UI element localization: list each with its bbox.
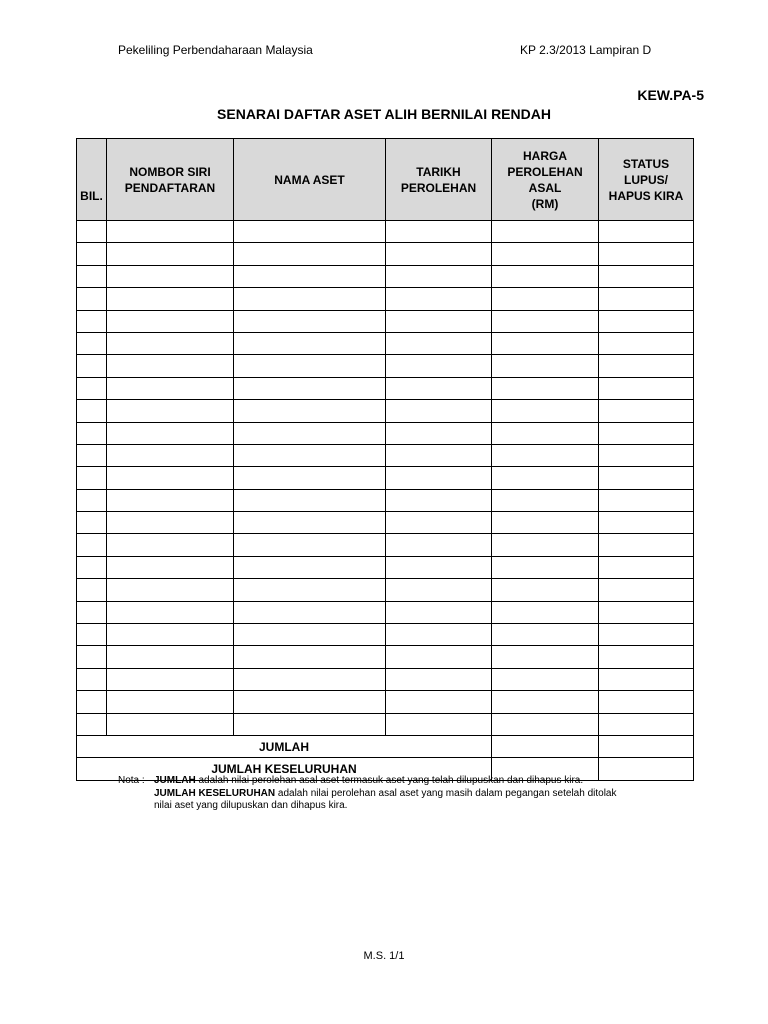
- harga-cell[interactable]: [492, 377, 599, 399]
- col-header-line: STATUS: [622, 156, 670, 171]
- nama-aset-cell[interactable]: [234, 400, 386, 422]
- nombor-siri-cell[interactable]: [107, 355, 234, 377]
- nama-aset-cell[interactable]: [234, 444, 386, 466]
- table-row: [77, 691, 694, 713]
- tarikh-cell[interactable]: [386, 310, 492, 332]
- tarikh-cell[interactable]: [386, 512, 492, 534]
- status-cell[interactable]: [599, 668, 694, 690]
- nama-aset-cell[interactable]: [234, 668, 386, 690]
- harga-cell[interactable]: [492, 512, 599, 534]
- nombor-siri-cell[interactable]: [107, 221, 234, 243]
- table-row: [77, 422, 694, 444]
- notes-label: Nota :: [118, 775, 145, 786]
- harga-cell[interactable]: [492, 332, 599, 354]
- harga-cell[interactable]: [492, 668, 599, 690]
- nombor-siri-cell[interactable]: [107, 556, 234, 578]
- nombor-siri-cell[interactable]: [107, 310, 234, 332]
- table-row: [77, 512, 694, 534]
- bil-cell[interactable]: [77, 377, 107, 399]
- table-header-row: [77, 139, 694, 221]
- tarikh-cell[interactable]: [386, 624, 492, 646]
- tarikh-cell[interactable]: [386, 489, 492, 511]
- status-cell[interactable]: [599, 512, 694, 534]
- notes-text: adalah nilai perolehan asal aset termasuk aset yang telah dilupuskan dan dihapus kira.: [195, 775, 584, 786]
- status-cell[interactable]: [599, 332, 694, 354]
- col-header-status: [599, 139, 694, 221]
- notes-line: [154, 775, 674, 788]
- jumlah-harga-cell[interactable]: [492, 735, 599, 757]
- notes-line: nilai aset yang dilupuskan dan dihapus kira.: [154, 800, 348, 811]
- notes-line: [154, 788, 674, 801]
- status-cell[interactable]: [599, 489, 694, 511]
- harga-cell[interactable]: [492, 646, 599, 668]
- status-cell[interactable]: [599, 422, 694, 444]
- table-row: [77, 221, 694, 243]
- tarikh-cell[interactable]: [386, 713, 492, 735]
- bil-cell[interactable]: [77, 579, 107, 601]
- nama-aset-cell[interactable]: [234, 221, 386, 243]
- table-row: [77, 310, 694, 332]
- harga-cell[interactable]: [492, 400, 599, 422]
- table-row: [77, 332, 694, 354]
- table-row: [77, 288, 694, 310]
- harga-cell[interactable]: [492, 713, 599, 735]
- nama-aset-cell[interactable]: [234, 601, 386, 623]
- bil-cell[interactable]: [77, 534, 107, 556]
- nama-aset-cell[interactable]: [234, 534, 386, 556]
- tarikh-cell[interactable]: [386, 534, 492, 556]
- status-cell[interactable]: [599, 534, 694, 556]
- nombor-siri-cell[interactable]: [107, 512, 234, 534]
- nombor-siri-cell[interactable]: [107, 691, 234, 713]
- nombor-siri-cell[interactable]: [107, 668, 234, 690]
- tarikh-cell[interactable]: [386, 646, 492, 668]
- col-header-harga: [492, 139, 599, 221]
- table-row: [77, 467, 694, 489]
- col-header-line: HARGA: [523, 148, 567, 163]
- harga-cell[interactable]: [492, 601, 599, 623]
- table-row: [77, 601, 694, 623]
- nombor-siri-cell[interactable]: [107, 332, 234, 354]
- harga-cell[interactable]: [492, 489, 599, 511]
- tarikh-cell[interactable]: [386, 355, 492, 377]
- table-row: [77, 243, 694, 265]
- tarikh-cell[interactable]: [386, 332, 492, 354]
- table-row: [77, 556, 694, 578]
- nama-aset-cell[interactable]: [234, 467, 386, 489]
- table-row: [77, 377, 694, 399]
- jumlah-label: JUMLAH: [77, 735, 492, 757]
- col-header-bil: BIL.: [77, 139, 107, 221]
- nama-aset-cell[interactable]: [234, 489, 386, 511]
- harga-cell[interactable]: [492, 691, 599, 713]
- nombor-siri-cell[interactable]: [107, 534, 234, 556]
- nama-aset-cell[interactable]: [234, 265, 386, 287]
- notes-body: [154, 775, 674, 813]
- nama-aset-cell[interactable]: [234, 624, 386, 646]
- tarikh-cell[interactable]: [386, 467, 492, 489]
- status-cell[interactable]: [599, 601, 694, 623]
- status-cell[interactable]: [599, 579, 694, 601]
- nombor-siri-cell[interactable]: [107, 579, 234, 601]
- col-header-line: NOMBOR SIRI: [129, 164, 211, 179]
- bil-cell[interactable]: [77, 310, 107, 332]
- notes: [118, 775, 674, 813]
- bil-cell[interactable]: [77, 624, 107, 646]
- bil-cell[interactable]: [77, 713, 107, 735]
- status-cell[interactable]: [599, 310, 694, 332]
- bil-cell[interactable]: [77, 400, 107, 422]
- nombor-siri-cell[interactable]: [107, 288, 234, 310]
- harga-cell[interactable]: [492, 221, 599, 243]
- tarikh-cell[interactable]: [386, 221, 492, 243]
- status-cell[interactable]: [599, 444, 694, 466]
- bil-cell[interactable]: [77, 691, 107, 713]
- harga-cell[interactable]: [492, 243, 599, 265]
- status-cell[interactable]: [599, 624, 694, 646]
- nama-aset-cell[interactable]: [234, 310, 386, 332]
- nombor-siri-cell[interactable]: [107, 467, 234, 489]
- status-cell[interactable]: [599, 221, 694, 243]
- jumlah-keseluruhan-label: JUMLAH KESELURUHAN: [77, 758, 492, 780]
- harga-cell[interactable]: [492, 556, 599, 578]
- status-cell[interactable]: [599, 288, 694, 310]
- status-cell[interactable]: [599, 467, 694, 489]
- tarikh-cell[interactable]: [386, 579, 492, 601]
- notes-term: JUMLAH: [154, 775, 196, 786]
- nama-aset-cell[interactable]: [234, 691, 386, 713]
- status-cell[interactable]: [599, 355, 694, 377]
- nama-aset-cell[interactable]: [234, 512, 386, 534]
- tarikh-cell[interactable]: [386, 377, 492, 399]
- bil-cell[interactable]: [77, 467, 107, 489]
- asset-register-table: [76, 138, 694, 781]
- bil-cell[interactable]: [77, 444, 107, 466]
- col-header-line: PEROLEHAN: [507, 164, 583, 179]
- harga-cell[interactable]: [492, 579, 599, 601]
- harga-cell[interactable]: [492, 624, 599, 646]
- harga-cell[interactable]: [492, 355, 599, 377]
- nombor-siri-cell[interactable]: [107, 624, 234, 646]
- header-reference: KP 2.3/2013 Lampiran D: [520, 43, 652, 57]
- harga-cell[interactable]: [492, 310, 599, 332]
- nama-aset-cell[interactable]: [234, 646, 386, 668]
- bil-cell[interactable]: [77, 221, 107, 243]
- nama-aset-cell[interactable]: [234, 422, 386, 444]
- nombor-siri-cell[interactable]: [107, 646, 234, 668]
- table-row: [77, 444, 694, 466]
- nombor-siri-cell[interactable]: [107, 713, 234, 735]
- table-row: [77, 579, 694, 601]
- col-header-tarikh: [386, 139, 492, 221]
- tarikh-cell[interactable]: [386, 668, 492, 690]
- harga-cell[interactable]: [492, 467, 599, 489]
- bil-cell[interactable]: [77, 601, 107, 623]
- notes-term: JUMLAH KESELURUHAN: [154, 787, 276, 799]
- tarikh-cell[interactable]: [386, 556, 492, 578]
- tarikh-cell[interactable]: [386, 243, 492, 265]
- tarikh-cell[interactable]: [386, 444, 492, 466]
- bil-cell[interactable]: [77, 355, 107, 377]
- jumlah-row: [77, 735, 694, 757]
- bil-cell[interactable]: [77, 332, 107, 354]
- table-row: [77, 624, 694, 646]
- col-header-nama-aset: NAMA ASET: [234, 139, 386, 221]
- bil-cell[interactable]: [77, 646, 107, 668]
- table-row: [77, 646, 694, 668]
- nombor-siri-cell[interactable]: [107, 422, 234, 444]
- bil-cell[interactable]: [77, 288, 107, 310]
- page-number: M.S. 1/1: [363, 950, 405, 962]
- nama-aset-cell[interactable]: [234, 556, 386, 578]
- status-cell[interactable]: [599, 713, 694, 735]
- tarikh-cell[interactable]: [386, 601, 492, 623]
- jumlah-status-cell[interactable]: [599, 735, 694, 757]
- tarikh-cell[interactable]: [386, 288, 492, 310]
- header-publication: Pekeliling Perbendaharaan Malaysia: [118, 43, 313, 57]
- nombor-siri-cell[interactable]: [107, 400, 234, 422]
- nombor-siri-cell[interactable]: [107, 444, 234, 466]
- col-header-line: ASAL: [528, 180, 562, 195]
- harga-cell[interactable]: [492, 265, 599, 287]
- harga-cell[interactable]: [492, 288, 599, 310]
- table-row: [77, 355, 694, 377]
- table-row: [77, 668, 694, 690]
- bil-cell[interactable]: [77, 243, 107, 265]
- table-row: [77, 713, 694, 735]
- table-row: [77, 400, 694, 422]
- table-body: [77, 221, 694, 736]
- harga-cell[interactable]: [492, 444, 599, 466]
- table-row: [77, 265, 694, 287]
- nama-aset-cell[interactable]: [234, 243, 386, 265]
- status-cell[interactable]: [599, 377, 694, 399]
- form-code: KEW.PA-5: [637, 87, 704, 103]
- nama-aset-cell[interactable]: [234, 713, 386, 735]
- table-row: [77, 489, 694, 511]
- tarikh-cell[interactable]: [386, 691, 492, 713]
- col-header-line: TARIKH: [416, 164, 461, 179]
- nombor-siri-cell[interactable]: [107, 265, 234, 287]
- nama-aset-cell[interactable]: [234, 332, 386, 354]
- nombor-siri-cell[interactable]: [107, 243, 234, 265]
- table-row: [77, 534, 694, 556]
- notes-text: adalah nilai perolehan asal aset yang masih dalam pegangan setelah ditolak: [275, 787, 617, 799]
- status-cell[interactable]: [599, 691, 694, 713]
- bil-cell[interactable]: [77, 489, 107, 511]
- bil-cell[interactable]: [77, 512, 107, 534]
- status-cell[interactable]: [599, 265, 694, 287]
- nombor-siri-cell[interactable]: [107, 377, 234, 399]
- col-header-line: LUPUS/: [623, 172, 668, 187]
- nombor-siri-cell[interactable]: [107, 489, 234, 511]
- bil-cell[interactable]: [77, 422, 107, 444]
- col-header-line: PEROLEHAN: [400, 180, 477, 195]
- nombor-siri-cell[interactable]: [107, 601, 234, 623]
- harga-cell[interactable]: [492, 534, 599, 556]
- col-header-line: (RM): [531, 196, 559, 211]
- status-cell[interactable]: [599, 400, 694, 422]
- col-header-line: HAPUS KIRA: [608, 188, 684, 203]
- tarikh-cell[interactable]: [386, 422, 492, 444]
- nama-aset-cell[interactable]: [234, 355, 386, 377]
- tarikh-cell[interactable]: [386, 400, 492, 422]
- page-title: SENARAI DAFTAR ASET ALIH BERNILAI RENDAH: [217, 106, 551, 122]
- status-cell[interactable]: [599, 646, 694, 668]
- col-header-line: PENDAFTARAN: [124, 180, 216, 195]
- bil-cell[interactable]: [77, 556, 107, 578]
- nama-aset-cell[interactable]: [234, 377, 386, 399]
- bil-cell[interactable]: [77, 668, 107, 690]
- tarikh-cell[interactable]: [386, 265, 492, 287]
- status-cell[interactable]: [599, 243, 694, 265]
- harga-cell[interactable]: [492, 422, 599, 444]
- col-header-nombor-siri: [107, 139, 234, 221]
- nama-aset-cell[interactable]: [234, 579, 386, 601]
- status-cell[interactable]: [599, 556, 694, 578]
- bil-cell[interactable]: [77, 265, 107, 287]
- nama-aset-cell[interactable]: [234, 288, 386, 310]
